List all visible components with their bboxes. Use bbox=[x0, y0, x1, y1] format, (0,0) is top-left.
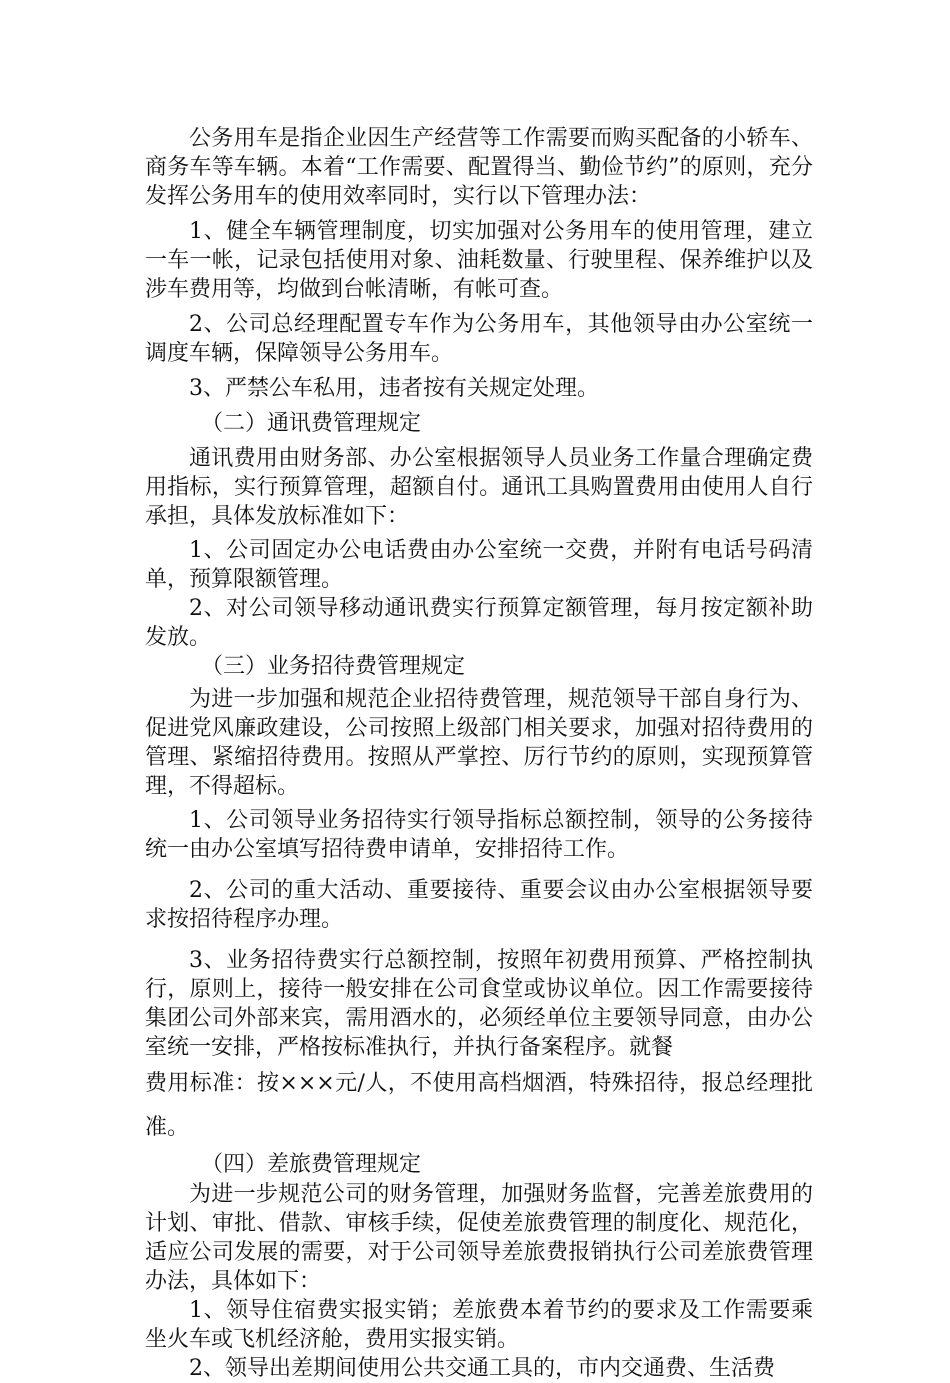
travel-rule-1: 1、领导住宿费实报实销；差旅费本着节约的要求及工作需要乘坐火车或飞机经济舱，费用实报实销。 bbox=[145, 1298, 813, 1352]
communication-intro: 通讯费用由财务部、办公室根据领导人员业务工作量合理确定费用指标，实行预算管理，超额自付。通讯工具购置费用由使用人自行承担，具体发放标准如下： bbox=[145, 446, 813, 529]
entertainment-rule-3: 3、业务招待费实行总额控制，按照年初费用预算、严格控制执行，原则上，接待一般安排在公司食堂或协议单位。因工作需要接待集团公司外部来宾，需用酒水的，必须经单位主要领导同意，由办公室统一安排，严格按标准执行，并执行备案程序。就餐 bbox=[145, 948, 813, 1060]
entertainment-rule-1: 1、公司领导业务招待实行领导指标总额控制，领导的公务接待统一由办公室填写招待费申请单，安排招待工作。 bbox=[145, 808, 813, 862]
car-rule-3: 3、严禁公车私用，违者按有关规定处理。 bbox=[189, 376, 599, 401]
communication-rule-2: 2、对公司领导移动通讯费实行预算定额管理，每月按定额补助发放。 bbox=[145, 596, 813, 650]
communication-rule-1: 1、公司固定办公电话费由办公室统一交费，并附有电话号码清单，预算限额管理。 bbox=[145, 538, 813, 592]
car-rule-2: 2、公司总经理配置专车作为公务用车，其他领导由办公室统一调度车辆，保障领导公务用车。 bbox=[145, 312, 813, 366]
section-heading-entertainment: （三）业务招待费管理规定 bbox=[201, 654, 466, 679]
car-rule-1: 1、健全车辆管理制度，切实加强对公务用车的使用管理，建立一车一帐，记录包括使用对象、油耗数量、行驶里程、保养维护以及涉车费用等，均做到台帐清晰，有帐可查。 bbox=[145, 219, 813, 302]
entertainment-intro: 为进一步加强和规范企业招待费管理，规范领导干部自身行为、促进党风廉政建设，公司按照上级部门相关要求，加强对招待费用的管理、紧缩招待费用。按照从严掌控、厉行节约的原则，实现预算管理，不得超标。 bbox=[145, 687, 813, 799]
section-heading-communication: （二）通讯费管理规定 bbox=[201, 411, 422, 436]
travel-intro: 为进一步规范公司的财务管理，加强财务监督，完善差旅费用的计划、审批、借款、审核手续，促使差旅费管理的制度化、规范化，适应公司发展的需要，对于公司领导差旅费报销执行公司差旅费管理办法，具体如下： bbox=[145, 1182, 813, 1294]
entertainment-rule-3-continued: 费用标准：按×××元/人，不使用高档烟酒，特殊招待，报总经理批准。 bbox=[145, 1071, 813, 1140]
intro-paragraph: 公务用车是指企业因生产经营等工作需要而购买配备的小轿车、商务车等车辆。本着“工作需要、配置得当、勤俭节约”的原则，充分发挥公务用车的使用效率同时，实行以下管理办法： bbox=[145, 126, 813, 209]
document-body bbox=[145, 124, 813, 1383]
section-heading-travel: （四）差旅费管理规定 bbox=[201, 1152, 422, 1177]
travel-rule-2: 2、领导出差期间使用公共交通工具的，市内交通费、生活费 bbox=[189, 1356, 775, 1381]
entertainment-rule-2: 2、公司的重大活动、重要接待、重要会议由办公室根据领导要求按招待程序办理。 bbox=[145, 878, 813, 932]
